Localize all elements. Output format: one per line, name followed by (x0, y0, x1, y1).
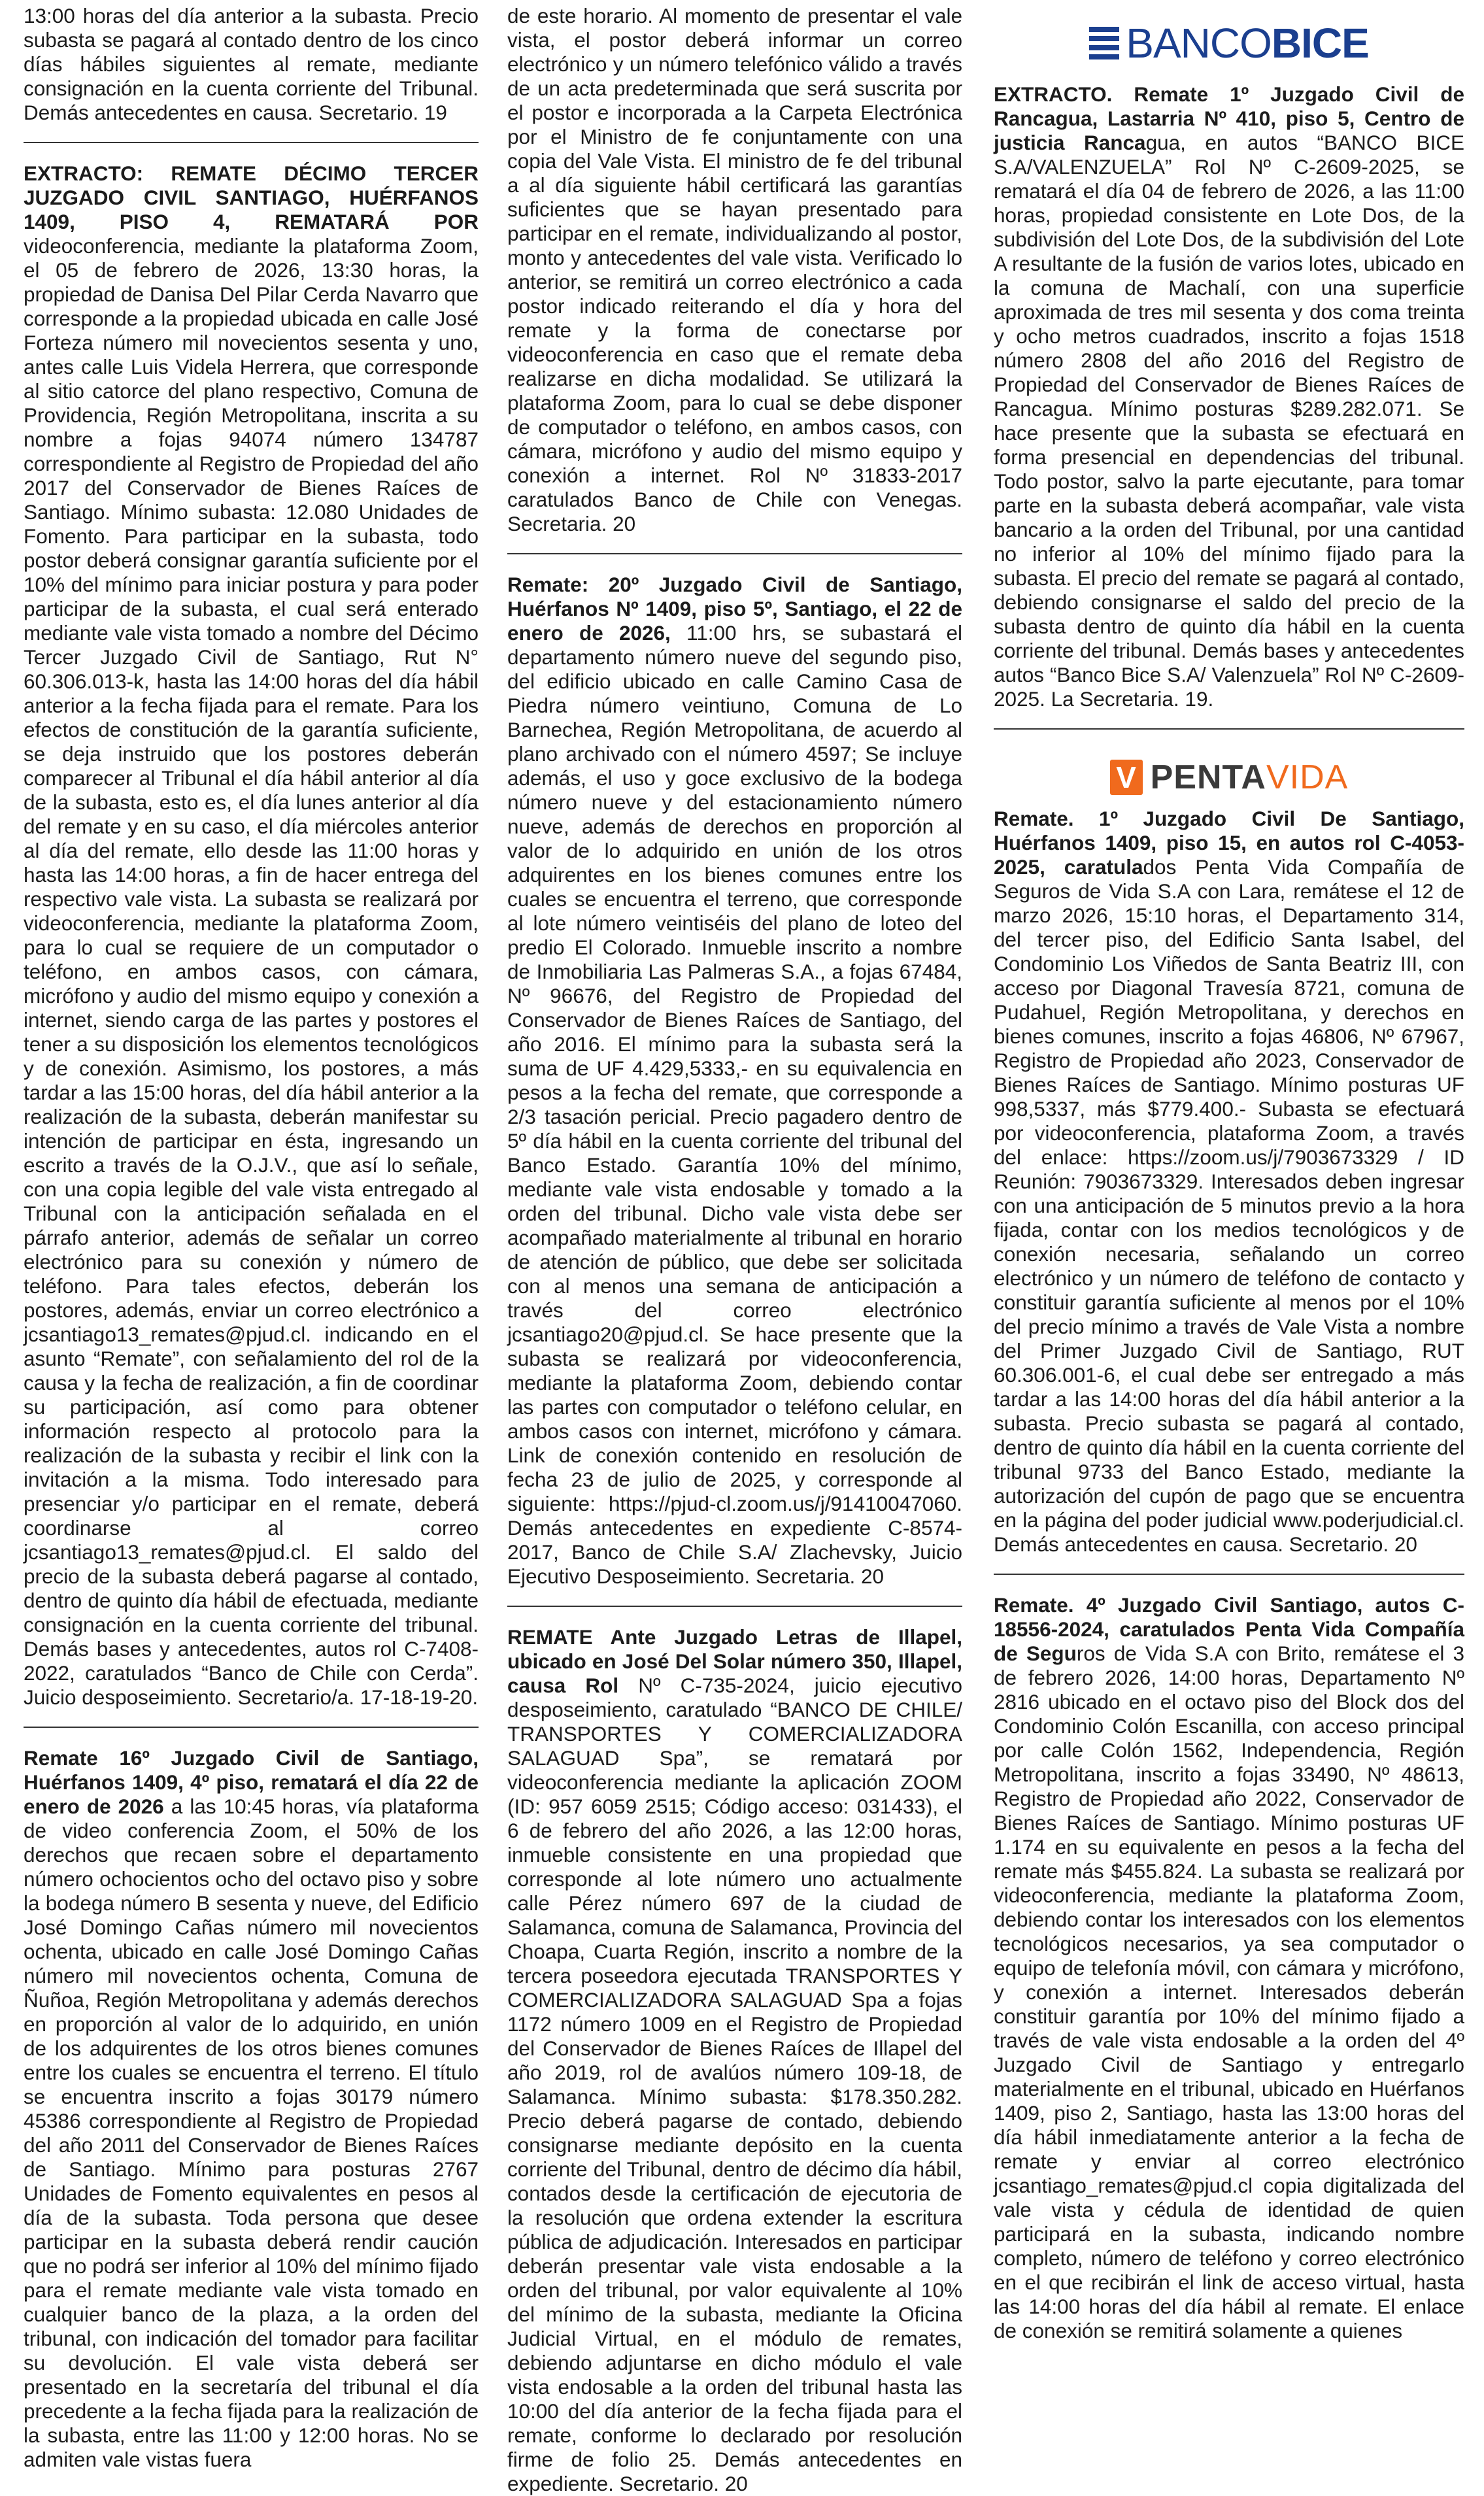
notice-heading: Remate. 1º Juzgado Civil De Santiago, Huérfanos 1409, piso 15, en autos rol C-4053-2025, caratula (994, 807, 1464, 879)
notice-illapel (507, 1625, 962, 2496)
banco-bice-logo (994, 4, 1464, 82)
notice-4-juzgado-santiago (994, 1593, 1464, 2343)
notice-heading: Remate: 20º Juzgado Civil de Santiago, Huérfanos Nº 1409, piso 5º, Santiago, el 22 de enero de 2026, (507, 573, 962, 645)
penta-logo-word-2: VIDA (1266, 758, 1349, 796)
notice-body: a las 10:45 horas, vía plataforma de video conferencia Zoom, el 50% de los derechos que recaen sobre el departamento número ochocientos ocho del octavo piso y sobre la bodega número B sesenta y nueve, del Edificio José Domingo Cañas número mil novecientos ochenta, ubicado en calle José Domingo Cañas número mil novecientos ochenta, Comuna de Ñuñoa, Región Metropolitana y además derechos en proporción al valor de lo adquirido, en unión de los adquirentes de los otros bienes comunes entre los cuales se encuentra el terreno. El título se encuentra inscrito a fojas 30179 número 45386 correspondiente al Registro de Propiedad del año 2011 del Conservador de Bienes Raíces de Santiago. Mínimo para posturas 2767 Unidades de Fomento equivalentes en pesos al día de la subasta. Toda persona que desee participar en la subasta deberá rendir caución que no podrá ser inferior al 10% del mínimo fijado para el remate mediante vale vista tomado en cualquier banco de la plaza, a la orden del tribunal, con indicación del tomador para facilitar su devolución. El vale vista deberá ser presentado en la secretaría del tribunal el día precedente a la fecha fijada para la realización de la subasta, entre las 11:00 y 12:00 horas. No se admiten vale vistas fuera (24, 1795, 479, 2471)
notice-continued-col2: de este horario. Al momento de presentar el vale vista, el postor deberá informar un correo electrónico y un número telefónico válido a través de un acta predeterminada que será suscrita por el postor e incorporada a la Carpeta Electrónica por el Ministro de fe conjuntamente con una copia del Vale Vista. El ministro de fe del tribunal a al día siguiente hábil certificará las garantías suficientes que se hayan presentado para participar en el remate, individualizando al postor, monto y antecedentes del vale vista. Verificado lo anterior, se remitirá un correo electrónico a cada postor indicado reiterando el día y hora del remate y la forma de conectarse por videoconferencia en caso que el remate deba realizarse en dicha modalidad. Se utilizará la plataforma Zoom, para lo cual se debe disponer de computador o teléfono, en ambos casos, con cámara, micrófono y audio del mismo equipo y conexión a internet. Rol Nº 31833-2017 caratulados Banco de Chile con Venegas. Secretaria. 20 (507, 4, 962, 535)
divider (507, 1606, 962, 1607)
bice-logo-word-2: BICE (1271, 20, 1369, 67)
notice-body: Nº C-735-2024, juicio ejecutivo desposeimiento, caratulado “BANCO DE CHILE/ TRANSPORTES Y COMERCIALIZADORA SALAGUAD Spa”, se rematará por videoconferencia mediante la aplicación ZOOM (ID: 957 6059 2515; Código acceso: 031433), el 6 de febrero del año 2026, a las 12:00 horas, inmueble consistente en una propiedad que corresponde al lote número uno actualmente calle Pérez número 697 de la ciudad de Salamanca, comuna de Salamanca, Provincia del Choapa, Cuarta Región, inscrito a nombre de la tercera poseedora ejecutada TRANSPORTES Y COMERCIALIZADORA SALAGUAD Spa a fojas 1172 número 1009 en el Registro de Propiedad del Conservador de Bienes Raíces de Illapel del año 2019, rol de avalúos número 109-18, de Salamanca. Mínimo subasta: $178.350.282. Precio deberá pagarse de contado, debiendo consignarse mediante depósito en la cuenta corriente del Tribunal, dentro de décimo día hábil, contados desde la certificación de ejecutoria de la resolución que ordena extender la escritura pública de adjudicación. Interesados en participar deberán presentar vale vista endosable a la orden del tribunal, por valor equivalente al 10% del mínimo de la subasta, mediante la Oficina Judicial Virtual, en el módulo de remates, debiendo adjuntarse en dicho módulo el vale vista endosable a la orden del tribunal hasta las 10:00 del día anterior de la fecha fijada para el remate, conforme lo declarado por resolución firme de folio 25. Demás antecedentes en expediente. Secretario. 20 (507, 1674, 962, 2495)
column-1 (24, 4, 479, 2471)
notice-body: videoconferencia, mediante la plataforma Zoom, el 05 de febrero de 2026, 13:30 horas, la propiedad de Danisa Del Pilar Cerda Navarro que corresponde a la propiedad ubicada en calle José Forteza número mil novecientos sesenta y uno, antes calle Luis Videla Herrera, que corresponde al sitio catorce del plano respectivo, Comuna de Providencia, Región Metropolitana, inscrita a su nombre a fojas 94074 número 134787 correspondiente al Registro de Propiedad del año 2017 del Conservador de Bienes Raíces de Santiago. Mínimo subasta: 12.080 Unidades de Fomento. Para participar en la subasta, todo postor deberá consignar garantía suficiente por el 10% del mínimo para iniciar postura y para poder participar de la subasta, el cual será enterado mediante vale vista tomado a nombre del Décimo Tercer Juzgado Civil de Santiago, Rut N° 60.306.013-k, hasta las 14:00 horas del día hábil anterior a la fecha fijada para el remate. Para los efectos de constitución de la garantía suficiente, se deja instruido que los postores deberán comparecer al Tribunal el día hábil anterior al día de la subasta, esto es, el día lunes anterior al día del remate y en su caso, el día miércoles anterior al día del remate, ello desde las 11:00 horas y hasta las 14:00 horas, a fin de hacer entrega del respectivo vale vista. La subasta se realizará por videoconferencia, mediante la plataforma Zoom, para lo cual se requiere de un computador o teléfono, en ambos casos, con cámara, micrófono y audio del mismo equipo y conexión a internet, siendo carga de las partes y postores el tener a su disposición los elementos tecnológicos y de conexión. Asimismo, los postores, a más tardar a las 15:00 horas, del día hábil anterior a la realización de la subasta, deberán manifestar su intención de participar en ésta, ingresando un escrito a través de la O.J.V., que así lo señale, con una copia legible del vale vista entregado al Tribunal con la anticipación señalada en el párrafo anterior, además de señalar un correo electrónico para su conexión y número de teléfono. Para tales efectos, deberán los postores, además, enviar un correo electrónico a jcsantiago13_remates@pjud.cl. indicando en el asunto “Remate”, con señalamiento del rol de la causa y la fecha de realización, a fin de coordinar su participación, así como para obtener información respecto al protocolo para la realización de la subasta y recibir el link con la invitación a la misma. Todo interesado para presenciar y/o participar en el remate, deberá coordinarse al correo jcsantiago13_remates@pjud.cl. El saldo del precio de la subasta deberá pagarse al contado, dentro de quinto día hábil de efectuada, mediante consignación en la cuenta corriente del tribunal. Demás bases y antecedentes, autos rol C-7408-2022, caratulados “Banco de Chile con Cerda”. Juicio desposeimiento. Secretario/a. 17-18-19-20. (24, 234, 479, 1709)
divider (507, 553, 962, 554)
notice-body: ros de Vida S.A con Brito, remátese el 3 de febrero 2026, 14:00 horas, Departamento Nº 2816 ubicado en el octavo piso del Block dos del Condominio Colón Escanilla, con acceso principal por calle Colón 1562, Independencia, Región Metropolitana, inscrito a fojas 33490, Nº 48613, Registro de Propiedad año 2022, Conservador de Bienes Raíces de Santiago. Mínimo posturas UF 1.174 en su equivalente en pesos a la fecha del remate más $455.824. La subasta se realizará por videoconferencia, mediante la plataforma Zoom, debiendo contar los interesados con los elementos tecnológicos necesarios, ya sea computador o equipo de telefonía móvil, con cámara y micrófono, y conexión a internet. Interesados deberán constituir garantía por 10% del mínimo fijado a través de vale vista endosable a la orden del 4º Juzgado Civil de Santiago y entregarlo materialmente en el tribunal, ubicado en Huérfanos 1409, piso 2, Santiago, hasta las 13:00 horas del día hábil inmediatamente anterior a la fecha de remate y enviar al correo electrónico jcsantiago_remates@pjud.cl copia digitalizada del vale vista y cédula de identidad de quien participará en la subasta, indicando nombre completo, número de teléfono y correo electrónico en el que recibirán el link de acceso virtual, hasta las 14:00 horas del día hábil al remate. El enlace de conexión se remitirá solamente a quienes (994, 1642, 1464, 2342)
notice-rancagua (994, 82, 1464, 711)
notice-heading: EXTRACTO. Remate 1º Juzgado Civil de Rancagua, Lastarria Nº 410, piso 5, Centro de justicia Ranca (994, 82, 1464, 154)
notice-heading: Remate 16º Juzgado Civil de Santiago, Huérfanos 1409, 4º piso, rematará el día 22 de enero de 2026 (24, 1746, 479, 1818)
column-2 (507, 4, 962, 2495)
bice-logo-word-1: BANCO (1126, 20, 1272, 67)
notice-heading: Remate. 4º Juzgado Civil Santiago, autos C-18556-2024, caratulados Penta Vida Compañía de Segu (994, 1593, 1464, 1665)
notice-body: gua, en autos “BANCO BICE S.A/VALENZUELA” Rol Nº C-2609-2025, se rematará el día 04 de febrero de 2026, a las 11:00 horas, propiedad consistente en Lote Dos, de la subdivisión del Lote Dos, de la subdivisión del Lote A resultante de la fusión de varios lotes, ubicado en la comuna de Machalí, con una superficie aproximada de tres mil sesenta y dos coma treinta y ocho metros cuadrados, inscrito a fojas 1518 número 2808 del año 2016 del Registro de Propiedad del Conservador de Bienes Raíces de Rancagua. Mínimo posturas $289.282.071. Se hace presente que la subasta se efectuará en forma presencial en dependencias del tribunal. Todo postor, salvo la parte ejecutante, para tomar parte en la subasta deberá acompañar, vale vista bancario a la orden del Tribunal, por una cantidad no inferior al 10% del mínimo fijado para la subasta. El precio del remate se pagará al contado, debiendo consignarse el saldo del precio de la subasta dentro de quinto día hábil en la cuenta corriente del tribunal. Demás bases y antecedentes autos “Banco Bice S.A/ Valenzuela” Rol Nº C-2609-2025. La Secretaria. 19. (994, 131, 1464, 711)
notice-13-juzgado (24, 161, 479, 1710)
divider (24, 142, 479, 143)
notice-body: dos Penta Vida Compañía de Seguros de Vida S.A con Lara, remátese el 12 de marzo 2026, 15:10 horas, el Departamento 314, del tercer piso, del Edificio Santa Isabel, del Condominio Los Viñedos de Santa Beatriz III, con acceso por Diagonal Travesía 8721, comuna de Pudahuel, Región Metropolitana, y derechos en bienes comunes, inscrito a fojas 46806, Nº 67967, Registro de Propiedad año 2023, Conservador de Bienes Raíces de Santiago. Mínimo posturas UF 998,5337, más $779.400.- Subasta se efectuará por videoconferencia, plataforma Zoom, a través del enlace: https://zoom.us/j/7903673329 / ID Reunión: 7903673329. Interesados deben ingresar con una anticipación de 5 minutos previo a la hora fijada, contar con los medios tecnológicos y de conexión necesaria, señalando un correo electrónico y un número de teléfono de contacto y constituir garantía suficiente al menos por el 10% del precio mínimo a través de Vale Vista a nombre del Primer Juzgado Civil de Santiago, RUT 60.306.001-6, el cual debe ser entregado a más tardar a las 14:00 horas del día hábil anterior a la subasta. Precio subasta se pagará al contado, dentro de quinto día hábil en la cuenta corriente del tribunal 9733 del Banco Estado, mediante la autorización del cupón de pago que se encuentra en la página del poder judicial www.poderjudicial.cl. Demás antecedentes en causa. Secretario. 20 (994, 855, 1464, 1556)
notice-1-juzgado-santiago (994, 807, 1464, 1557)
divider (994, 1574, 1464, 1575)
divider (994, 728, 1464, 730)
notice-heading: REMATE Ante Juzgado Letras de Illapel, ubicado en José Del Solar número 350, Illapel, causa Rol (507, 1625, 962, 1697)
notice-continued-col1: 13:00 horas del día anterior a la subasta. Precio subasta se pagará al contado dentro de los cinco días hábiles siguientes al remate, mediante consignación en la cuenta corriente del Tribunal. Demás antecedentes en causa. Secretario. 19 (24, 4, 479, 124)
notice-heading: EXTRACTO: REMATE DÉCIMO TERCER JUZGADO CIVIL SANTIAGO, HUÉRFANOS 1409, PISO 4, REMATARÁ POR (24, 161, 479, 233)
column-3 (994, 4, 1464, 2342)
penta-vida-logo (994, 748, 1464, 807)
divider (24, 1727, 479, 1728)
notice-body: 11:00 hrs, se subastará el departamento número nueve del segundo piso, del edificio ubicado en calle Camino Casa de Piedra número veintiuno, Comuna de Lo Barnechea, Región Metropolitana, de acuerdo al plano archivado con el número 4597; Se incluye además, el uso y goce exclusivo de la bodega número nueve y del estacionamiento número nueve, además de derechos en proporción al valor de lo adquirido en unión de los otros adquirentes en los bienes comunes entre los cuales se encuentra el terreno, que corresponde al lote número veintiséis del plano de loteo del predio El Colorado. Inmueble inscrito a nombre de Inmobiliaria Las Palmeras S.A., a fojas 67484, Nº 96676, del Registro de Propiedad del Conservador de Bienes Raíces de Santiago, del año 2016. El mínimo para la subasta será la suma de UF 4.429,5333,- en su equivalencia en pesos a la fecha del remate, que corresponde a 2/3 tasación pericial. Precio pagadero dentro de 5º día hábil en la cuenta corriente del tribunal del Banco Estado. Garantía 10% del mínimo, mediante vale vista endosable y tomado a la orden del tribunal. Dicho vale vista debe ser acompañado materialmente al tribunal en horario de atención de público, que debe ser solicitada con al menos una semana de anticipación a través del correo electrónico jcsantiago20@pjud.cl. Se hace presente que la subasta se realizará por videoconferencia, mediante la plataforma Zoom, debiendo contar las partes con computador o teléfono celular, en ambos casos con internet, micrófono y cámara. Link de conexión contenido en resolución de fecha 23 de julio de 2025, y corresponde al siguiente: https://pjud-cl.zoom.us/j/91410047060. Demás antecedentes en expediente C-8574-2017, Banco de Chile S.A/ Zlachevsky, Juicio Ejecutivo Desposeimiento. Secretaria. 20 (507, 621, 962, 1588)
penta-logo-word-1: PENTA (1150, 758, 1266, 796)
penta-v-icon: V (1110, 760, 1143, 795)
notice-16-juzgado (24, 1746, 479, 2472)
bice-bars-icon (1089, 27, 1119, 59)
notice-20-juzgado (507, 573, 962, 1589)
